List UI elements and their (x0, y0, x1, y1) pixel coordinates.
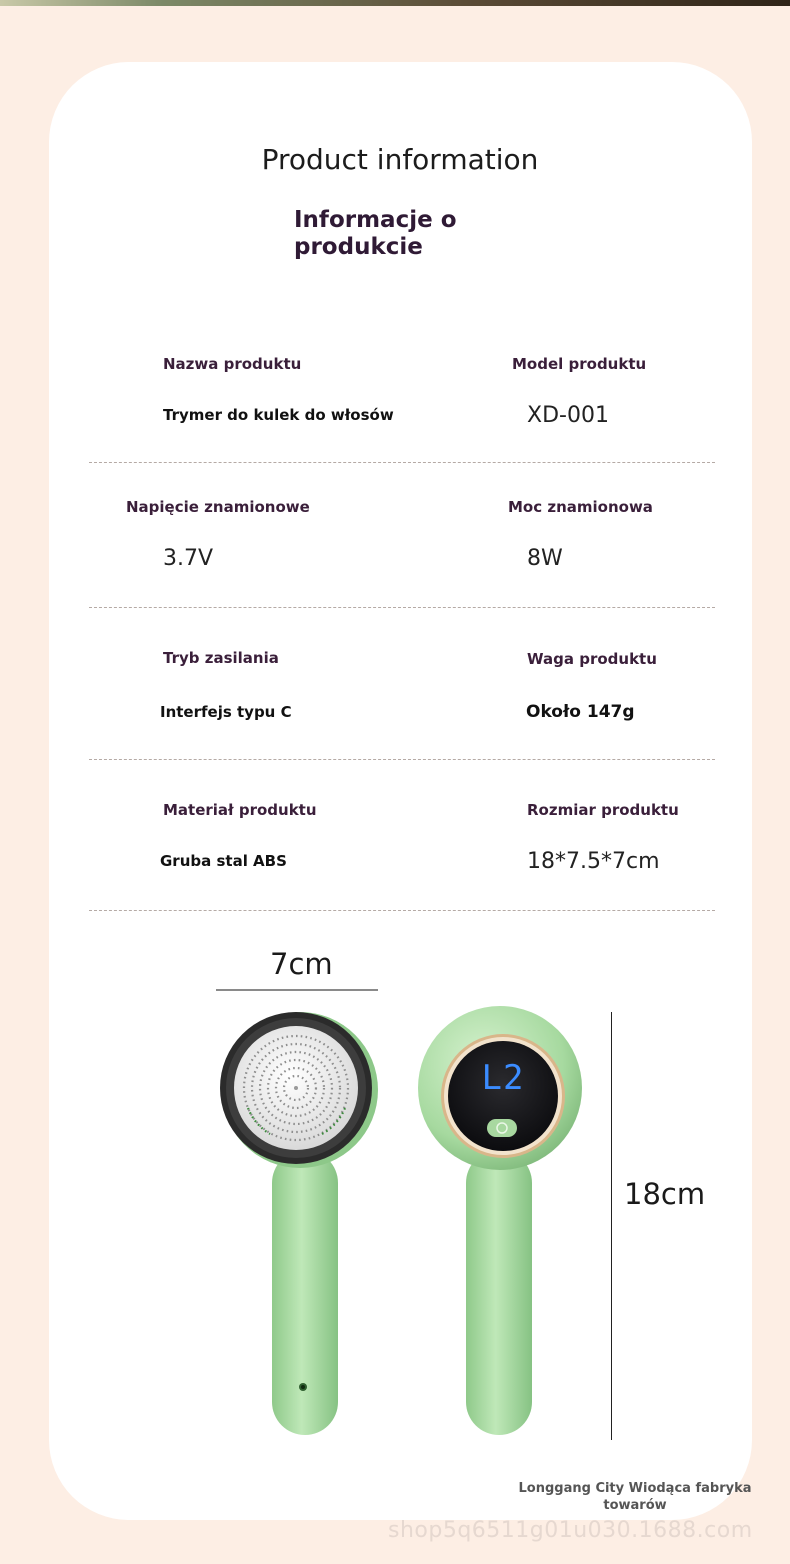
spec-value-size: 18*7.5*7cm (527, 849, 660, 874)
spec-label-power-mode: Tryb zasilania (163, 649, 279, 667)
watermark: shop5q6511g01u030.1688.com (388, 1518, 753, 1543)
dimension-height-line (611, 1012, 612, 1440)
page-subtitle: Informacje o produkcie (294, 207, 457, 260)
spec-value-power-mode: Interfejs typu C (160, 703, 292, 721)
footer-company: Longgang City Wiodąca fabryka towarów (518, 1481, 752, 1513)
spec-value-model: XD-001 (527, 403, 609, 428)
spec-label-model: Model produktu (512, 355, 647, 373)
spec-label-voltage: Napięcie znamionowe (126, 498, 310, 516)
divider (89, 910, 715, 911)
dimension-width-line (216, 989, 378, 991)
device-back-view (220, 1012, 378, 1435)
spec-value-material: Gruba stal ABS (160, 852, 287, 870)
spec-label-material: Materiał produktu (163, 801, 317, 819)
spec-label-product-name: Nazwa produktu (163, 355, 302, 373)
spec-value-power: 8W (527, 546, 563, 571)
top-banner-strip (0, 0, 790, 6)
spec-label-size: Rozmiar produktu (527, 801, 679, 819)
spec-label-power: Moc znamionowa (508, 498, 653, 516)
lint-shaver-illustration (200, 1000, 600, 1440)
divider (89, 462, 715, 463)
spec-value-weight: Około 147g (526, 702, 635, 722)
divider (89, 759, 715, 760)
device-display-readout: L2 (481, 1058, 525, 1098)
spec-value-voltage: 3.7V (163, 546, 214, 571)
dimension-width-label: 7cm (270, 947, 333, 981)
page-title: Product information (261, 143, 539, 176)
divider (89, 607, 715, 608)
spec-value-product-name: Trymer do kulek do włosów (163, 406, 394, 424)
spec-label-weight: Waga produktu (527, 650, 657, 668)
dimension-height-label: 18cm (624, 1177, 706, 1211)
